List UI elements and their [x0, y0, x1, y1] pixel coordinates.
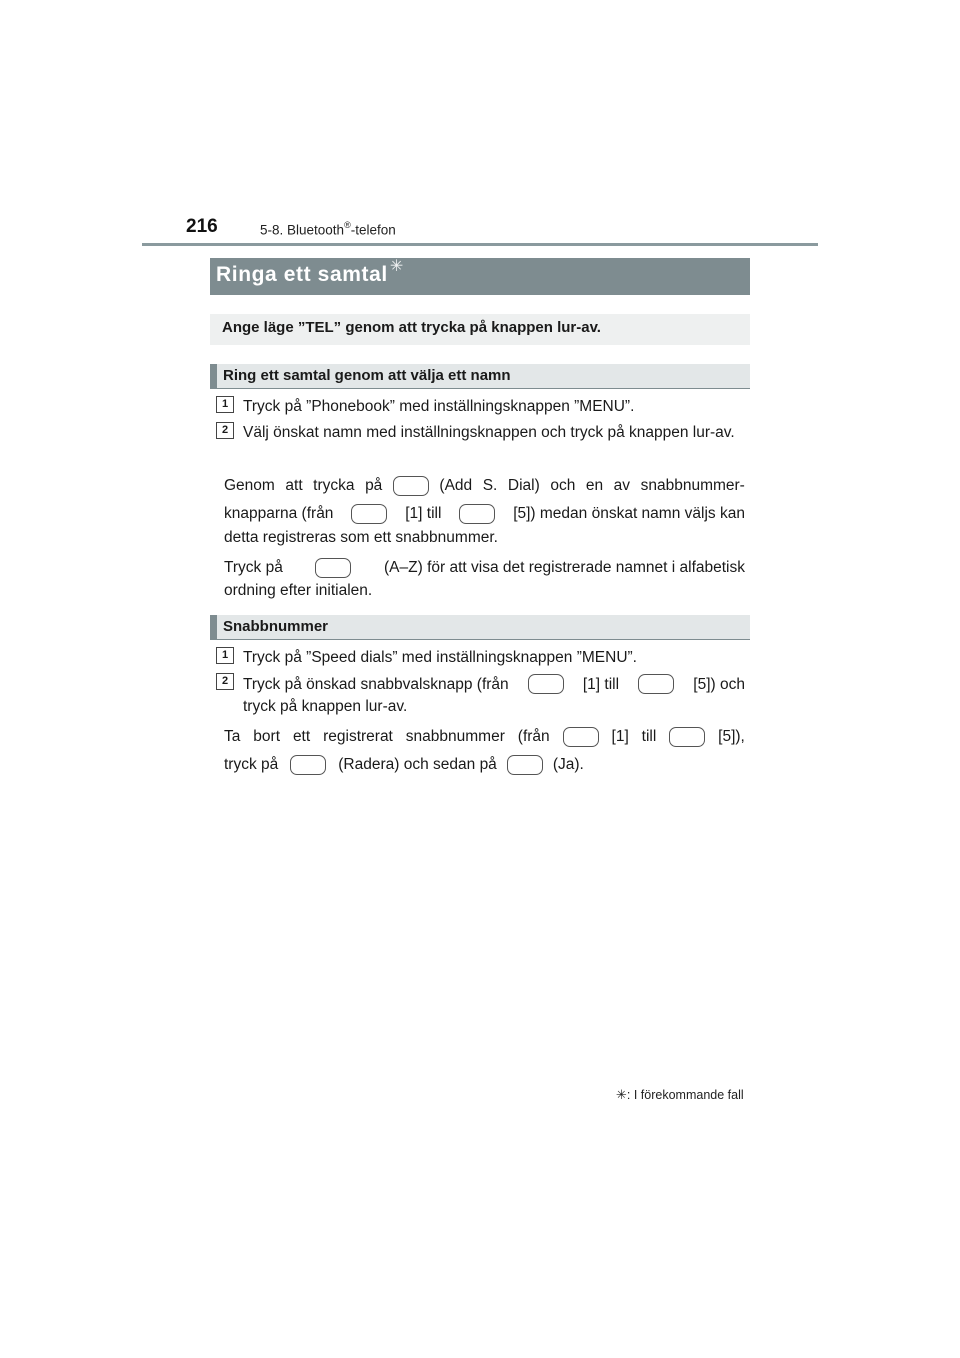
speed-dial-1-button-icon: [563, 727, 599, 747]
word: på: [365, 477, 383, 494]
text-segment: tryck på: [224, 756, 279, 773]
word: snabbnummer-: [640, 477, 745, 494]
note-delete-speed-dial-line2: [224, 753, 745, 777]
a-z-button-icon: [315, 558, 351, 578]
note-alphabetical-line1: [224, 556, 745, 580]
word: registrerat: [323, 728, 393, 745]
footnote: [616, 1087, 744, 1103]
breadcrumb: [260, 221, 396, 238]
word: snabbnummer: [405, 728, 505, 745]
word: en: [585, 477, 604, 494]
step-number-1: 1: [216, 396, 234, 413]
step-number-2: 2: [216, 422, 234, 439]
step-number-2: 2: [216, 673, 234, 690]
breadcrumb-prefix: 5-8. Bluetooth: [260, 222, 345, 238]
word: [5]),: [718, 728, 745, 745]
word: och: [550, 477, 576, 494]
add-speed-dial-button-icon: [393, 476, 429, 496]
breadcrumb-suffix: -telefon: [350, 222, 396, 238]
word: trycka: [313, 477, 355, 494]
asterisk-icon: ✳: [616, 1087, 627, 1102]
word: av: [613, 477, 631, 494]
text-segment: [5]) och: [693, 675, 745, 693]
note-add-speed-dial-line3: detta registreras som ett snabbnummer.: [224, 529, 498, 546]
step-number-1: 1: [216, 647, 234, 664]
word: ett: [292, 728, 311, 745]
text-segment: knapparna (från: [224, 505, 334, 522]
text-segment: [1] till: [405, 505, 442, 522]
speed-dial-5-button-icon: [669, 727, 705, 747]
word: S.: [482, 477, 498, 494]
word: bort: [253, 728, 281, 745]
note-delete-speed-dial-line1: [224, 725, 745, 749]
step-text-2: Välj önskat namn med inställningsknappen och tryck på knappen lur-av.: [243, 424, 735, 441]
text-segment: Tryck på önskad snabbvalsknapp (från: [243, 675, 509, 693]
note-add-speed-dial-line2: [224, 502, 745, 526]
word: (från: [517, 728, 550, 745]
speed-dial-1-button-icon: [351, 504, 387, 524]
word: (Add: [439, 477, 473, 494]
text-segment: Tryck på: [224, 559, 283, 576]
step-text-1: Tryck på ”Speed dials” med inställningsknappen ”MENU”.: [243, 649, 637, 666]
text-segment: (Ja).: [552, 756, 584, 773]
section-heading-name-call: Ring ett samtal genom att välja ett namn: [210, 364, 750, 389]
asterisk-icon: ✳: [389, 258, 404, 275]
note-alphabetical-line2: ordning efter initialen.: [224, 582, 373, 599]
footnote-text: : I förekommande fall: [626, 1088, 744, 1102]
section-heading-speed-dials: Snabbnummer: [210, 615, 750, 640]
step-text-2-line1: [243, 672, 745, 696]
page-title-text: Ringa ett samtal: [216, 263, 388, 286]
yes-button-icon: [507, 755, 543, 775]
step-text-1: Tryck på ”Phonebook” med inställningsknappen ”MENU”.: [243, 398, 635, 415]
word: att: [285, 477, 303, 494]
word: Dial): [507, 477, 540, 494]
speed-dial-5-button-icon: [459, 504, 495, 524]
registered-mark: ®: [344, 220, 351, 230]
page-title: [210, 258, 750, 295]
text-segment: [1] till: [582, 675, 620, 693]
word: till: [641, 728, 657, 745]
speed-dial-1-button-icon: [528, 674, 564, 694]
word: [1]: [611, 728, 629, 745]
text-segment: [5]) medan önskat namn väljs kan: [513, 505, 745, 522]
speed-dial-5-button-icon: [638, 674, 674, 694]
step-text-2-line2: tryck på knappen lur-av.: [243, 698, 408, 715]
text-segment: (Radera) och sedan på: [338, 756, 497, 773]
intro-box: Ange läge ”TEL” genom att trycka på knappen lur-av.: [210, 314, 750, 345]
page-number: 216: [186, 216, 218, 237]
note-add-speed-dial-line1: [224, 474, 745, 498]
text-segment: (A–Z) för att visa det registrerade namnet i alfabetisk: [384, 559, 745, 576]
header-rule: [142, 243, 818, 246]
word: Genom: [224, 477, 275, 494]
word: Ta: [224, 728, 241, 745]
delete-button-icon: [290, 755, 326, 775]
